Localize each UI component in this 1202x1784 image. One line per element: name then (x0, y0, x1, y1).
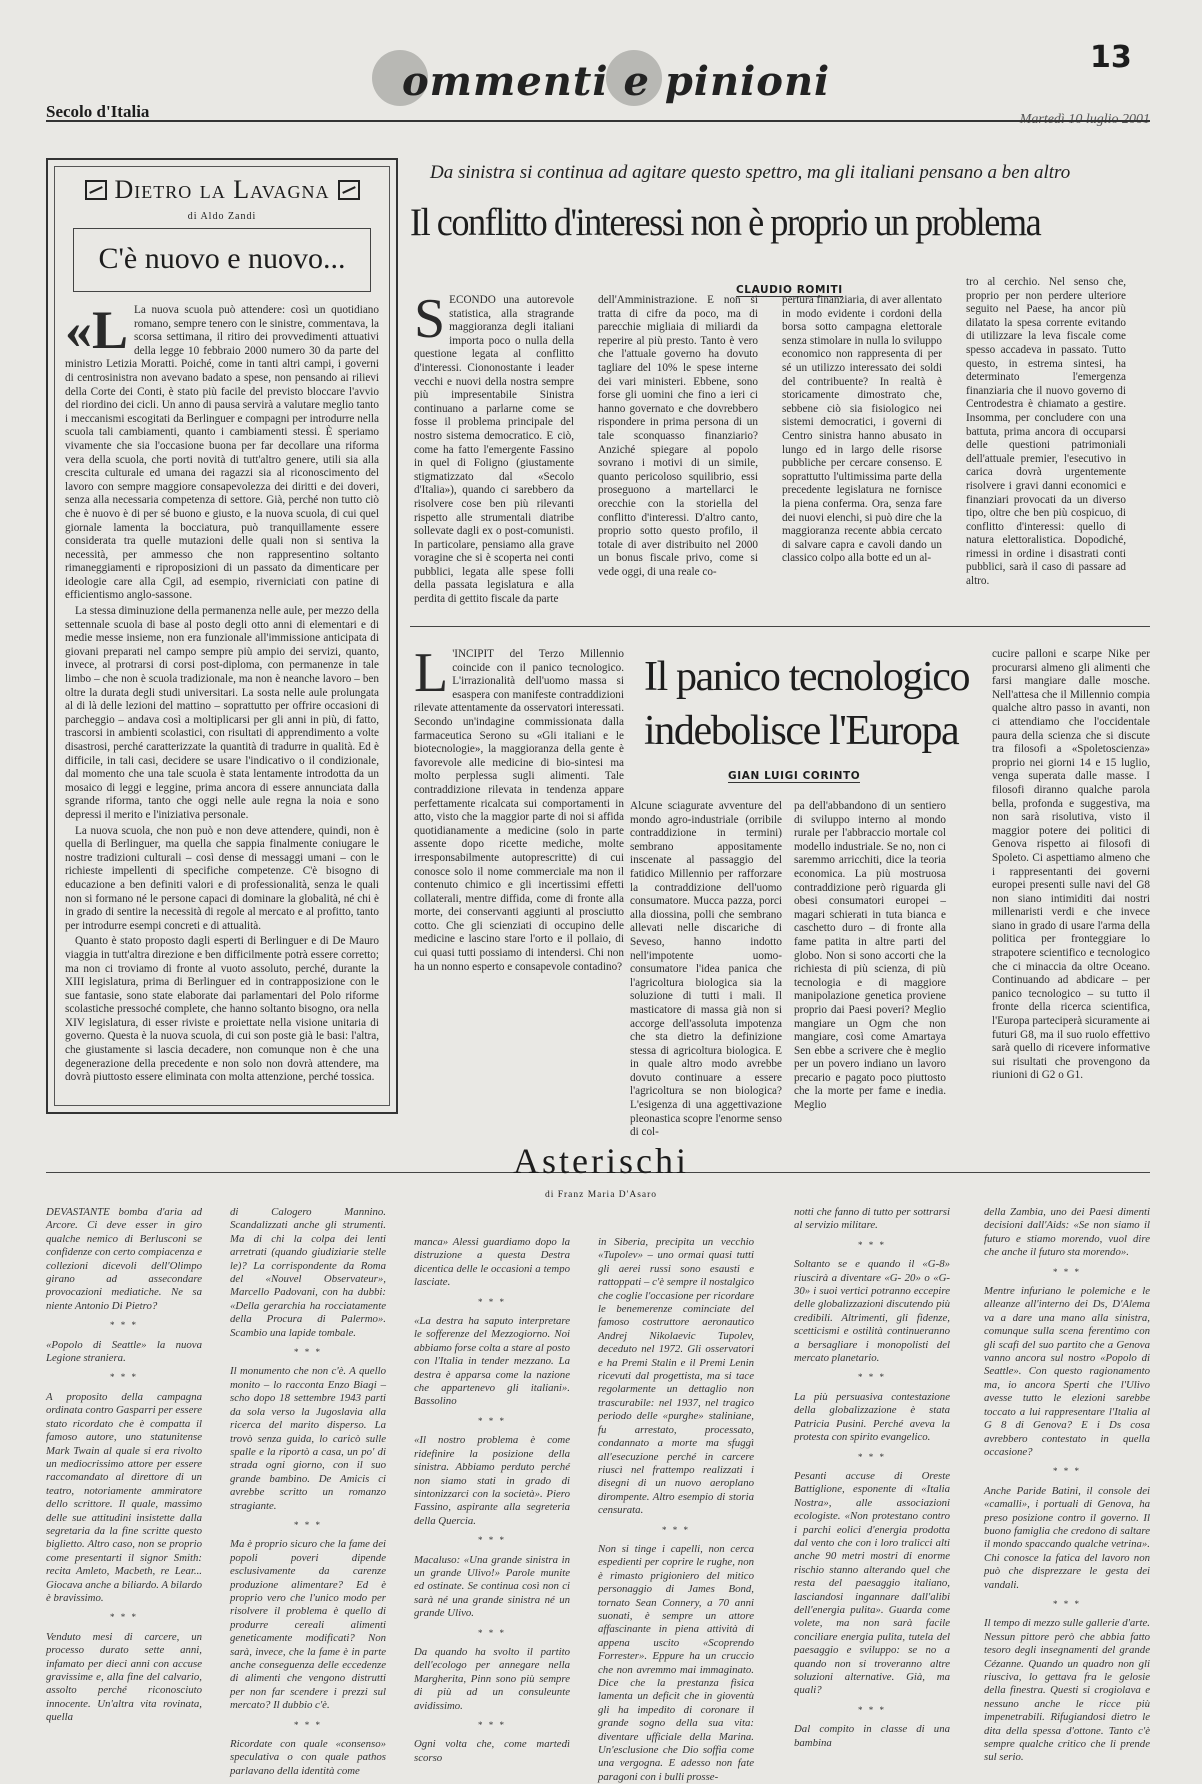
article1-text: ECONDO una autorevole statistica, alla stragrande maggioranza degli italiani importa poco o nulla della questione legata al conflitto d'interessi. Ciononostante i leader vecchi e nuovi della nostra sempre più impresentabile Sinistra continuano a parlarne come se fosse il problema principale del nostro sistema democratico. E ciò, come ha fatto l'emergente Fassino in quel di Foligno (giustamente stigmatizzato dal «Secolo d'Italia»), quando ci sarebbero da risolvere cose ben più rilevanti rispetto alle strumentali diatribe sollevate dagli ex o post-comunisti. In particolare, pensiamo alla grave voragine che si è scoperta nei conti pubblici, legata alle spese folli della passata legislatura e alla perdita di gettito fiscale da parte (414, 294, 574, 606)
asterischi-byline: di Franz Maria D'Asaro (544, 1190, 658, 1200)
separator-stars: * * * (478, 1296, 506, 1307)
asterisco-note: della Zambia, uno dei Paesi dimenti decisioni dall'Aids: «Se non siamo il futuro e stiamo morendo, vuol dire che anche il futuro sta morendo». (984, 1206, 1150, 1259)
separator-stars: * * * (110, 1612, 138, 1623)
rubrica-paragraph: La nuova scuola, che non può e non deve attendere, quindi, non è quella di Berlinguer, ma quella che sappia finalmente coniugare le nostre tradizioni culturali – così dense di messaggi umani – con le richieste impellenti di specifiche competenze. C'è bisogno di educazione a ben definiti valori e di professionalità, senza le quali non si formano né le persone capaci di dominare la globalità, né chi è in grado di sentire la necessità di regole al mercato e al profitto, tanto per introdurre esempi concreti e di attualità. (65, 824, 379, 932)
article2-text: pa dell'abbandono di un sentiero di sviluppo interno al mondo rurale per l'abbraccio mortale col modello industriale. Se no, non ci saremmo arricchiti, dice la teoria economica. La più mostruosa contraddizione però riguarda gli obesi consumatori europei – magari schierati in tuta bianca e caschetto duro – di fronte alla fame patita in altre parti del globo. Non si sono accorti che la richiesta di più scienza, di più tecnologia e di maggiore manipolazione genetica proviene proprio dai Paesi poveri? Meglio mangiare un Ogm che non mangiare, così come Amartaya Sen ebbe a scrivere che è meglio per un povero indiano un lavoro precario e pagato poco piuttosto che la morte per fame e inedia. Meglio (794, 800, 946, 1112)
asterisco-note: di Calogero Mannino. Scandalizzati anche gli strumenti. Ma di chi la colpa dei lenti arretrati (quando giudiziarie stelle le)? La corrispondente da Roma del «Nouvel Observateur», Marcello Padovani, con ha dubbi: «Della gerarchia ha rocciatamente della Procura di Palermo». Scambio una lapide tombale. (230, 1206, 386, 1339)
separator-stars: * * * (858, 1372, 886, 1383)
asterischi-column-6 (984, 1206, 1150, 1764)
rubrica-paragraph: La nuova scuola può attendere: così un quotidiano romano, sempre tenero con le sinistre, commentava, la scorsa settimana, il ritiro dei provvedimenti attuativi della legge 10 febbraio 2000 numero 30 da parte del ministro Letizia Moratti. Poiché, come in tanti altri campi, i governi di centrosinistra non avevano badato a spese, non pensando ai rilievi della Corte dei Conti, è stato più facile del previsto bloccare l'avvio del riordino dei cicli. Un anno di pausa servirà a valutare meglio tanto i meccanismi escogitati da Berlinguer e compagni per introdurre nella scuola tali cambiamenti, quanto i cambiamenti stessi. È speriamo vivamente che sia l'occasione buona per far decollare una riforma vera della scuola, che porti novità di tutt'altro genere, utili sia alla crescita culturale ed umana dei ragazzi sia al riconoscimento del lavoro con sempre maggiore consapevolezza dei diritti e dei doveri, senza alla necessaria competenza di settore. Già, perché non tutto ciò che è nuovo è di per sé buono e giusto, e la nuova scuola, di cui quel giornale lamenta la bocciatura, può tranquillamente essere considerata tra quelle mutazioni delle quali non si sentiva la necessità, per ammesso che non rappresentino soltanto rimaneggiamenti e riproposizioni di un passato da dimenticare per ideologie care alla Cgil, ad esempio, riverniciati con patine di efficientismo anglo-sassone. (65, 304, 379, 602)
article1-column-4 (966, 276, 1126, 594)
asterisco-note: Ricordate con quale «consenso» speculativa o con quale pathos parlavano della identità come (230, 1738, 386, 1777)
asterischi-column-1 (46, 1206, 202, 1746)
rubrica-body (65, 300, 379, 1085)
article1-column-3 (782, 294, 942, 594)
asterischi-column-5 (794, 1206, 950, 1749)
asterisco-note: DEVASTANTE bomba d'aria ad Arcore. Ci deve esser in giro qualche nemico di Berlusconi se confidenze con certo compiacenza e collezioni dicevoli dell'Olimpo girano ad assecondare provocazioni mediatiche. Ne sa niente Antonio Di Pietro? (46, 1206, 202, 1312)
rubrica-header (65, 175, 379, 205)
asterisco-note: Il monumento che non c'è. A quello monito – lo racconta Enzo Biagi – scho dopo 18 settembre 1943 parti da sola verso la Jugoslavia alla ricerca del marito disperso. La trovò senza guida, lo caricò sulle spalle e la riportò a casa, un po' di strada ogni giorno, con il suo grande bambino. De Amicis ci avrebbe scritto un romanzo stragiante. (230, 1365, 386, 1512)
section-title: ommenti e pinioni (402, 58, 831, 105)
paper-name: Secolo d'Italia (46, 102, 150, 121)
rubrica-name: Dietro la Lavagna (114, 175, 330, 204)
asterisco-note: Pesanti accuse di Oreste Battiglione, esponente di «Italia Nostra», alle associazioni ecologiste. «Non protestano contro i parchi eolici d'energia prodotta dal vento che con i loro tralicci alti anche 90 metri mostri di enorme rischio stanno alterando quel che resta del paesaggio italiano, lasciandosi ingannare dall'alibi dell'energia pulita». Guarda come volete, ma non sarà facile conciliare energia pulita, tutela del paesaggio e sviluppo: se no a quando non si troveranno altre soluzioni alternative. Già, ma quali? (794, 1469, 950, 1697)
asterisco-note: Ogni volta che, come martedì scorso (414, 1738, 570, 1764)
asterisco-note: Macaluso: «Una grande sinistra in un grande Ulivo!» Parole munite ed ostinate. Se continua così non ci sarà né una grande sinistra né un grande Ulivo. (414, 1553, 570, 1620)
asterisco-note: Il tempo di mezzo sulle gallerie d'arte. Nessun pittore però che abbia fatto tesoro degli insegnamenti del grande Cézanne. Quando un quadro non gli riusciva, lo gettava fra le gelosie della finestra. Questi si crogiolava e nessuno anche le ricce più impenetrabili. Rifugiandosi dietro le dita della spessa d'ottone. Tanto c'è sempre qualche critico che li prende sul serio. (984, 1617, 1150, 1764)
issue-date: Martedì 10 luglio 2001 (1019, 112, 1150, 127)
asterisco-note: Da quando ha svolto il partito dell'ecologo per annegare nella Margherita, Pinn sono più sempre di più ad un consuleunte avidissimo. (414, 1645, 570, 1712)
separator-stars: * * * (858, 1704, 886, 1715)
article2-column-2 (794, 800, 946, 1118)
asterischi-column-3 (414, 1236, 570, 1764)
asterisco-note: «Popolo di Seattle» la nuova Legione straniera. (46, 1338, 202, 1365)
asterisco-note: notti che fanno di tutto per sottrarsi al servizio militare. (794, 1206, 950, 1232)
rubrica-paragraph: La stessa diminuzione della permanenza nelle aule, per mezzo della settennale scuola di base al posto degli otto anni di elementari e di medie messe insieme, non era funzionale all'immissione anticipata di giovani preparati nel campo sempre più ampio dei servizi, quanto, invece, al protrarsi di corsi post-diploma, con permanenze in tale limbo – che non è scuola tradizionale, ma non è neanche lavoro – ben oltre la durata degli studi universitari. La sosta nelle aule prolungata al di là delle lezioni del mattino – soprattutto per offrire occasioni di parcheggio – andava così a moltiplicarsi per gli anni in più, di fatto, trascorsi in ambienti scolastici, con risultati di apprendimento a volte disastrosi, perché caratterizzate la quantità di tradurre in qualità. Ed è difficile, in tali casi, decidere se usare l'indicativo o il condizionale, dal momento che una tale scuola è stata lentamente introdotta da un mosaico di leggi e leggine, prima ancora di essere annunciata dalla sgrande riforma, tanto che oggi nelle aule regna la noia e sono depressi il merito e l'iniziativa personale. (65, 605, 379, 821)
article2-dropcap: L (414, 642, 449, 704)
article1-dropcap: S (414, 288, 446, 350)
article1-author: CLAUDIO ROMITI (736, 284, 843, 296)
asterisco-note: «Il nostro problema è come ridefinire la posizione della sinistra. Abbiamo perduto perché non siamo stati in grado di sintonizzarci con la società». Piero Fassino, aspirante alla segreteria della Quercia. (414, 1434, 570, 1527)
separator-stars: * * * (662, 1524, 690, 1535)
header-rule (46, 120, 1150, 122)
separator-stars: * * * (1053, 1598, 1081, 1609)
quote-mark: «L (65, 300, 129, 360)
separator-stars: * * * (858, 1451, 886, 1462)
asterisco-note: Anche Paride Batini, il console dei «camalli», i portuali di Genova, ha preso posizione contro il governo. Il buono famiglia che credono di saltare il mondo spaccando qualche vetrina». Chi conosce la fatica del lavoro non può che disprezzare le gesta dei vandali. (984, 1484, 1150, 1591)
article1-text: tro al cerchio. Nel senso che, proprio per non perdere ulteriore seguito nel Paese, ha ancor più dilatato la spesa corrente evitando di utilizzare la leva fiscale come spesso accadeva in passato. Tutto questo, in estrema sintesi, ha determinato l'emergenza finanziaria che il nuovo governo di Centrodestra è chiamato a gestire. Insomma, per concludere con una battuta, prima ancora di occuparsi delle questioni patrimoniali dell'attuale premier, l'esecutivo in carica dovrà urgentemente risolvere i gravi danni economici e finanziari provocati da un diverso tipo, oltre che ben più cospicuo, di conflitto d'interessi: quello di natura elettoralistica. Dopodiché, rimessi in ordine i disastrati conti pubblici, sarà il caso di passare ad altro. (966, 276, 1126, 588)
separator-stars: * * * (858, 1239, 886, 1250)
asterisco-note: manca» Alessi guardiamo dopo la distruzione a questa Destra dicentica delle le occasioni a tempo lasciate. (414, 1236, 570, 1289)
article2-lead-column (414, 642, 624, 1118)
asterisco-note: in Siberia, precipita un vecchio «Tupolev» – uno ormai quasi tutti gli aerei russi sono esausti e rattoppati – c'è sempre il nostalgico che coglie l'occasione per ricordare le benemerenze cominciate del famoso costruttore aeronautico Andrej Nikolaevic Tupolev, deceduto nel 1972. Gli osservatori e ha Premi Stalin e il Premi Lenin ricevuti dal progettista, ma si tace regolarmente un dettaglio non trascurabile: nel 1937, nel tragico periodo delle «purghe» staliniane, fu arrestato, processato, condannato a morte ma sfuggì all'esecuzione perché in carcere riuscì nel frattempo realizzati i disegni di un nuovo aeroplano dirompente. Altro esempio di storia censurata. (598, 1236, 754, 1517)
page-number: 13 (1090, 40, 1132, 75)
separator-stars: * * * (110, 1320, 138, 1331)
article1-text: pertura finanziaria, di aver allentato in modo evidente i cordoni della borsa sotto campagna elettorale senza stimolare in nulla lo sviluppo economico non rappresenta di per sé un utilizzo interessato dei soldi del contribuente? In realtà è storicamente dimostrato che, sebbene ciò sia fisiologico nei sistemi democratici, i governi di Centro sinistra hanno abusato in lungo ed in largo delle risorse pubbliche per cercare consenso. E soprattutto l'ultimissima parte della precedente legislatura ne fornisce la piena conferma. Ora, senza fare dei nuovi elenchi, si può dire che la maggioranza recente abbia cercato di salvare capra e cavoli dando un classico colpo alla botte ed un al- (782, 294, 942, 565)
blackboard-icon (338, 180, 360, 200)
rubrica-box (46, 158, 398, 1114)
asterisco-note: Venduto mesi di carcere, un processo durato sette anni, infamato per dieci anni con accuse gravissime e, alla fine del calvario, assolto perché riconosciuto innocente. Un'altra vita rovinata, quella (46, 1630, 202, 1724)
separator-stars: * * * (1053, 1466, 1081, 1477)
asterisco-note: A proposito della campagna ordinata contro Gasparri per essere stato ricordato che è compatta il famoso autore, uno statunitense Mark Twain al quale si era rivolto un mediocrissimo attore per essere raccomandato al direttore di un teatro, notoriamente ammiratore dello scrittore. Il quale, massimo delle sue attitudini insistette dalla segretaria da la fine scritte questo biglietto. Altro caso, non se proprio come presentarti il signor Smith: recita Amleto, Macbeth, re Lear... Giocava anche a biliardo. A bilardo è bravissimo. (46, 1390, 202, 1604)
asterisco-note: «La destra ha saputo interpretare le sofferenze del Mezzogiorno. Noi abbiamo forse colta a stare al posto con l'Italia in tender mezzano. La destra è apparsa come la nazione che appartenevo gli italiani». Bassolino (414, 1315, 570, 1408)
section-divider (410, 626, 1150, 627)
article2-column-1 (630, 800, 782, 1139)
asterischi-column-2 (230, 1206, 386, 1777)
asterischi-column-4 (598, 1236, 754, 1783)
asterisco-note: Soltanto se e quando il «G-8» riuscirà a diventare «G- 20» o «G- 30» i suoi vertici potranno eccepire delle globalizzazioni discutendo più credibili. Altrimenti, gli fidenze, scetticismi e ostilità continueranno a bersagliare i monopolisti del mercato planetario. (794, 1258, 950, 1365)
asterisco-note: Non si tinge i capelli, non cerca espedienti per coprire le rughe, non è rimasto prigioniero del mitico personaggio di James Bond, tornato Sean Connery, a 70 anni suonati, è sempre un attore affascinante in piena attività di appena uscito «Scoprendo Forrester». Eppure ha un cruccio che non avremmo mai immaginato. Dice che la prestanza fisica lamenta un deficit che in gioventù gli ha impedito di coronare il grande sogno della sua vita: diventare ufficiale della Marina. Un'esclusione che Dio soffia come una vergogna. E adesso non fate paragoni con i bulli prosse- (598, 1542, 754, 1783)
asterisco-note: Ma è proprio sicuro che la fame dei popoli poveri dipende esclusivamente da carenze produzione alimentare? Ed è proprio vero che l'unico modo per risolvere il problema è quello di produrre cereali alimenti geneticamente modificati? Non sarà, invece, che la fame è in parte anche conseguenza delle eccedenze di alimenti che vengono distrutti per non far scendere i prezzi sul mercato? Il dubbio c'è. (230, 1538, 386, 1712)
separator-stars: * * * (294, 1719, 322, 1730)
asterisco-note: Mentre infuriano le polemiche e le alleanze all'interno dei Ds, D'Alema va a dare una mano alla sinistra, comunque sulla scena ferentimo con gli scafi del suo partito che a Genova vanno ancora sul nostro «Popolo di Seattle». Con questo ragionamento ma, io ancora Sperti che l'Ulivo avesse tutto le elezioni sarebbe toccato a lui rappresentare l'Italia al G 8 di Genova? E i Ds cosa avrebbero contestato in quella occasione? (984, 1285, 1150, 1458)
asterischi-title: Asterischi (513, 1141, 689, 1181)
separator-stars: * * * (478, 1627, 506, 1638)
asterisco-note: Dal compito in classe di una bambina (794, 1723, 950, 1749)
article2-text: Alcune sciagurate avventure del mondo agro-industriale (orribile contraddizione in termini) sembrano appositamente inscenate al passaggio del fatidico Millennio per rafforzare la contraddizione dell'uomo consumatore. Mucca pazza, porci alla diossina, polli che sembrano allevati nelle discariche di Seveso, hanno indotto nell'impotente uomo-consumatore l'idea panica che l'agricoltura biologica sia la soluzione di tutti i mali. Il masticatore di massa già non si accorge dell'assoluta impotenza che sta dietro la definizione stessa di agricoltura biologica. E in quale altro modo avrebbe dovuto continuare a essere l'agricoltura se non biologica? L'esigenza di una aggettivazione pleonastica scopre l'enorme senso di col- (630, 800, 782, 1139)
article2-text: 'INCIPIT del Terzo Millennio coincide con il panico tecnologico. L'irrazionalità dell'uomo massa si esaspera con manifeste contraddizioni rilevate attentamente da osservatori interessati. Secondo un'indagine commissionata dalla farmaceutica Serono su «Gli italiani e le biotecnologie», la maggioranza della gente è favorevole alle medicine di bio-sintesi ma molto perplessa sugli alimenti. Tale contraddizione rilevata in tendenza appare perfettamente ricalcata sui comportamenti in atto, visto che la maggior parte di noi si affida quotidianamente a medicine (solo in parte assente dopo ricette mediche, molte irresponsabilmente autoprescritte) di cui conosce solo il nome commerciale ma non il contenuto chimico e gli incertissimi effetti collaterali, mentre diffida, come di fronte alla morte, dei conservanti aggiunti al prosciutto cotto. Che gli scienziati di occupino delle medicine e lascino stare l'orto e il pollaio, di cui quasi tutti possiamo di intendersi. Chi non ha un nonno esperto e consapevole contadino? (414, 648, 624, 973)
asterisco-note: La più persuasiva contestazione della globalizzazione è stata Patricia Pusini. Perché aveva la protesta con spirito evangelico. (794, 1390, 950, 1444)
article2-column-3 (992, 648, 1150, 1118)
article1-column-1 (414, 288, 574, 606)
separator-stars: * * * (1053, 1266, 1081, 1277)
separator-stars: * * * (478, 1415, 506, 1426)
rubrica-byline: di Aldo Zandi (187, 211, 257, 222)
separator-stars: * * * (478, 1535, 506, 1546)
separator-stars: * * * (478, 1720, 506, 1730)
blackboard-icon (85, 180, 107, 200)
article2-text: cucire palloni e scarpe Nike per procurarsi almeno gli alimenti che farsi mangiare dalle mosche. Nell'attesa che il Millennio compia qualche altro passo in avanti, non ci attendiamo che l'occidentale paura della scienza che si discute tra filosofi a «Spoletoscienza» proprio nei giorni 14 e 15 luglio, venga superata dalle masse. I filosofi diranno qualche parola bella, profonda e suggestiva, ma non sarà risolutiva, visto il maggior potere dei politici di Genova rispetto ai filosofi di Spoleto. Ci aspettiamo almeno che i rappresentanti dei governi europei presenti sulle navi del G8 non siano intimiditi dai nostri millenaristi verdi e che invece siano in grado di usare l'arma della politica per fronteggiare lo strapotere scientifico e tecnologico che ci minaccia da oltre Oceano. Continuando ad abdicare – per panico tecnologico – su tutto il fronte della ricerca scientifica, l'Europa parteciperà sicuramente ai futuri G8, ma il suo ruolo effettivo sarà quello di ricevere informative sui risultati che provengono da riunioni di G2 o G1. (992, 648, 1150, 1082)
rubrica-paragraph: Quanto è stato proposto dagli esperti di Berlinguer e di De Mauro viaggia in tutt'altra direzione e ben difficilmente potrà essere corretto; ma non ci troviamo di fronte al vuoto assoluto, perché, durante la XIII legislatura, prima di Berlinguer ed in contrapposizione con le sue fantasie, sono state elaborate dai parlamentari del Polo riforme scolastiche pressoché complete, che hanno soltanto bisogno, ora nella XIV legislatura, di esser riviste e proiettate nella visione unitaria di governo. Questa è la nuova scuola, di cui son poste già le basi: l'altra, che giustamente si lascia decadere, non comunque non è che una degenerazione della precedente e non solo non dovrà attendere, ma dovrà piuttosto essere eliminata con molta attenzione, perché tossica. (65, 935, 379, 1084)
separator-stars: * * * (294, 1347, 322, 1358)
article2-headline: Il panico tecnologico indebolisce l'Europa (644, 654, 970, 754)
separator-stars: * * * (294, 1519, 322, 1530)
section-masthead (380, 44, 980, 106)
rubrica-subtitle: C'è nuovo e nuovo... (73, 228, 371, 292)
article1-headline: Il conflitto d'interessi non è proprio un problema (410, 201, 1041, 244)
article1-kicker: Da sinistra si continua ad agitare questo spettro, ma gli italiani pensano a ben altro (430, 162, 1071, 183)
article1-text: dell'Amministrazione. E non si tratta di cifre da poco, ma di parecchie migliaia di miliardi da reperire al più presto. Tanto è vero che l'attuale governo ha dovuto tagliare del 10% le spese interne dei vari ministeri. Ebbene, sono forse gli uomini che fino a ieri ci hanno governato e che dovrebbero rispondere in prima persona di un tale sconquasso finanziario? Anziché spiegare al popolo sovrano i motivi di un simile, quanto pericoloso squilibrio, essi proseguono a martellarci le orecchie con la storiella del conflitto d'interessi. D'altro canto, proprio sotto questo profilo, il totale di aver distribuito nel 2000 un bonus fiscale privo, come si vede oggi, di una reale co- (598, 294, 758, 578)
separator-stars: * * * (110, 1372, 138, 1383)
article1-column-2 (598, 294, 758, 594)
article2-author: GIAN LUIGI CORINTO (728, 770, 861, 782)
